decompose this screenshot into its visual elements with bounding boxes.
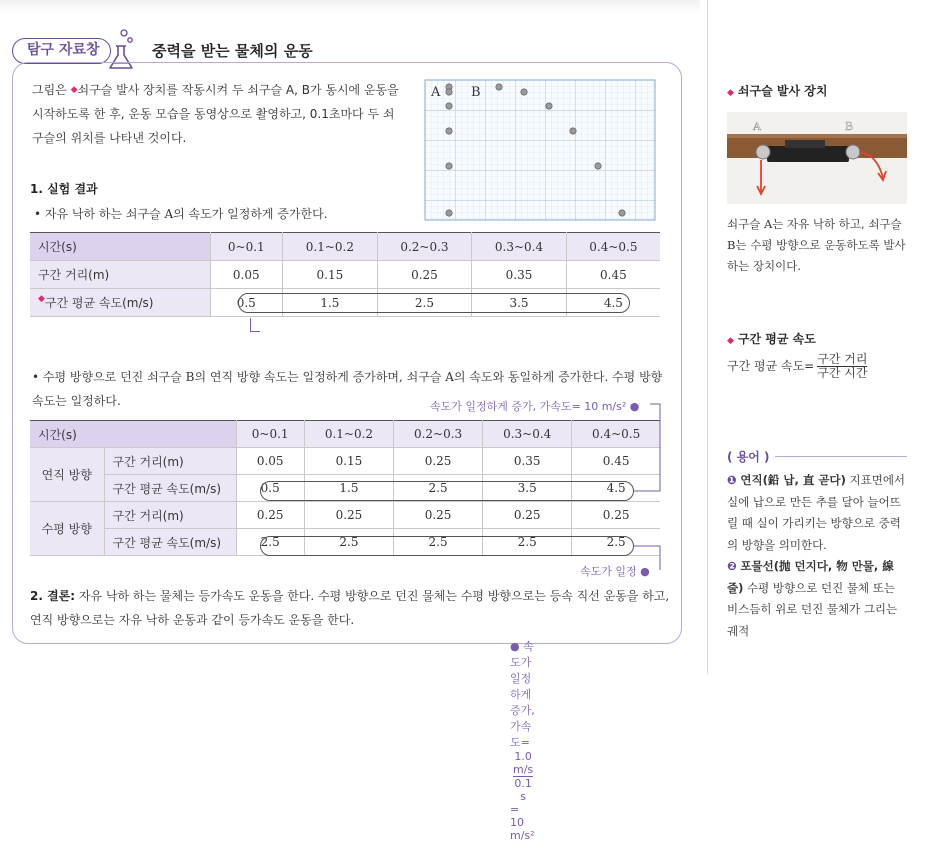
note-prefix: ● 속도가 일정하게 증가, 가속도= [510,640,535,749]
table-cell: 0.5 [210,289,283,317]
term-1-definition: 지표면에서 실에 납으로 만든 추를 달아 늘어뜨릴 때 실이 가리키는 방향으로 중력의 방향을 의미한다. [727,473,906,552]
figure-label-b: B [471,85,481,100]
ball-a-5 [446,210,452,216]
row-label [30,289,210,317]
table-header-cell: 0~0.1 [210,233,283,261]
table-header-cell: 0.1~0.2 [304,421,393,448]
conclusion-text: 자유 낙하 하는 물체는 등가속도 운동을 한다. 수평 방향으로 던진 물체는 수평 방향으로는 등속 직선 운동을 하고, 연직 방향으로는 자유 낙하 운동과 같이 등가속도 운동을 한다. [30,589,670,627]
figure-label-a: A [431,85,441,100]
vertical-direction-label: 연직 방향 [30,448,104,502]
table-cell: 0.15 [304,448,393,475]
table-cell: 2.5 [304,529,393,556]
row-label: 구간 평균 속도(m/s) [104,475,236,502]
conclusion-paragraph [30,584,670,632]
section-results-title: 1. 실험 결과 [30,182,98,196]
table-cell: 2.5 [236,529,304,556]
table-cell: 0.25 [572,502,660,529]
row-label: 구간 거리(m) [30,261,210,289]
ball-a-1 [446,89,452,95]
diamond-marker-icon: ◆ [38,294,45,304]
table-row [30,233,660,261]
table-cell: 0.25 [394,502,483,529]
term-number-1: ❶ [727,473,737,487]
table-cell: 2.5 [572,529,660,556]
diamond-marker-icon: ◆ [727,336,734,346]
table-cell: 2.5 [394,475,483,502]
avg-speed-formula [727,353,870,380]
fraction-denominator: 구간 시간 [817,366,868,380]
table-header-cell: 0.3~0.4 [483,421,572,448]
acceleration-fraction [513,750,533,803]
diamond-marker-icon: ◆ [727,88,734,98]
table-cell: 2.5 [394,529,483,556]
photo-label-b: B [845,120,854,133]
result-bullet-a: • 자유 낙하 하는 쇠구슬 A의 속도가 일정하게 증가한다. [34,207,328,221]
free-fall-table [30,232,660,317]
note-suffix: = 10 m/s² [510,803,535,842]
table-cell: 2.5 [377,289,472,317]
conclusion-label: 2. 결론: [30,589,76,603]
row-label: 구간 거리(m) [104,448,236,475]
row-label: 구간 평균 속도(m/s) [104,529,236,556]
table-header-cell: 0.3~0.4 [472,233,567,261]
table-row [30,261,660,289]
table-cell: 0.45 [572,448,660,475]
intro-paragraph [32,78,406,150]
table-cell: 0.05 [236,448,304,475]
table-cell: 0.25 [377,261,472,289]
horizontal-direction-label: 수평 방향 [30,502,104,556]
ball-b-3 [570,128,576,134]
table-header-cell: 0.4~0.5 [572,421,660,448]
projectile-table [30,420,660,556]
glossary-tag: ( 용어 ) [727,450,770,464]
table-cell: 0.25 [483,502,572,529]
ball-position-grid-figure [425,80,655,220]
term-2-definition: 수평 방향으로 던진 물체 또는 비스듬히 위로 던진 물체가 그리는 궤적 [727,580,898,638]
sidebar-avg-title [727,330,816,347]
table-row [30,448,660,475]
result-bullet-b: • 수평 방향으로 던진 쇠구슬 B의 연직 방향 속도는 일정하게 증가하며, 쇠구슬 A의 속도와 동일하게 증가한다. 수평 방향 속도는 일정하다. [32,370,663,408]
acceleration-note-b: 속도가 일정하게 증가, 가속도= 10 m/s² ● [430,400,640,413]
page-title: 중력을 받는 물체의 운동 [152,42,313,60]
row-label-text: 구간 평균 속도(m/s) [44,296,154,310]
annotation-connector-lines [620,400,666,576]
formula-fraction [817,353,867,380]
table-row [30,502,660,529]
table-cell: 0.45 [566,261,660,289]
table-cell: 4.5 [566,289,660,317]
ball-b-4 [595,163,601,169]
table-cell: 0.15 [283,261,378,289]
diamond-marker-icon: ◆ [70,85,78,95]
table-cell: 0.05 [210,261,283,289]
term-1: 연직(鉛 납, 直 곧다) [740,473,846,487]
table-cell: 1.5 [304,475,393,502]
sidebar-device-title [727,82,827,99]
photo-label-a: A [753,120,761,133]
ball-b-5 [619,210,625,216]
table-header-cell: 시간(s) [30,421,236,448]
glossary-text [727,470,909,642]
table-header-cell: 0~0.1 [236,421,304,448]
ball-b-1 [521,89,527,95]
table-cell: 0.35 [483,448,572,475]
column-divider [707,0,708,674]
fraction-denominator: 0.1 s [514,777,532,803]
table-cell: 4.5 [572,475,660,502]
table-header-cell: 0.1~0.2 [283,233,378,261]
top-decorative-strip [0,0,700,14]
table-header-cell: 0.2~0.3 [377,233,472,261]
sidebar-device-text: 쇠구슬 A는 자유 낙하 하고, 쇠구슬 B는 수평 방향으로 운동하도록 발사하는 장치이다. [727,217,906,273]
table-cell: 2.5 [483,529,572,556]
glossary-divider [775,456,907,457]
intro-text: 쇠구슬 발사 장치를 작동시켜 두 쇠구슬 A, B가 동시에 운동을 시작하도록 한 후, 운동 모습을 동영상으로 촬영하고, 0.1초마다 두 쇠구슬의 위치를 나타낸 것이다. [32,83,399,145]
ball-a-2 [446,103,452,109]
table-cell: 0.25 [394,448,483,475]
ball-a-4 [446,163,452,169]
fraction-numerator: 구간 거리 [817,352,868,366]
table-cell: 0.25 [304,502,393,529]
table-cell: 0.25 [236,502,304,529]
table-row [30,529,660,556]
constant-speed-note: 속도가 일정 ● [580,565,650,578]
sidebar-device-title-text: 쇠구슬 발사 장치 [737,84,828,98]
ball-b-0 [496,84,502,90]
term-2: 포물선(抛 던지다, 物 만물, 線 줄) [727,559,894,595]
table-row [30,289,660,317]
table-header-cell: 0.2~0.3 [394,421,483,448]
ball-a-3 [446,128,452,134]
formula-lhs: 구간 평균 속도= [727,359,815,373]
table-row [30,421,660,448]
term-number-2: ❷ [727,559,737,573]
ball-b-2 [546,103,552,109]
table-cell: 3.5 [472,289,567,317]
intro-lead: 그림은 [32,83,71,97]
sidebar-avg-title-text: 구간 평균 속도 [737,332,816,346]
fraction-numerator: 1.0 m/s [513,750,534,776]
table-header-cell: 시간(s) [30,233,210,261]
table-header-cell: 0.4~0.5 [566,233,660,261]
table-row [30,475,660,502]
table-cell: 3.5 [483,475,572,502]
row-label: 구간 거리(m) [104,502,236,529]
launcher-photo [727,112,907,204]
explore-material-tag: 탐구 자료창 [12,38,111,64]
table-cell: 1.5 [283,289,378,317]
table-cell: 0.5 [236,475,304,502]
table-cell: 0.35 [472,261,567,289]
annotation-connector [250,318,260,332]
